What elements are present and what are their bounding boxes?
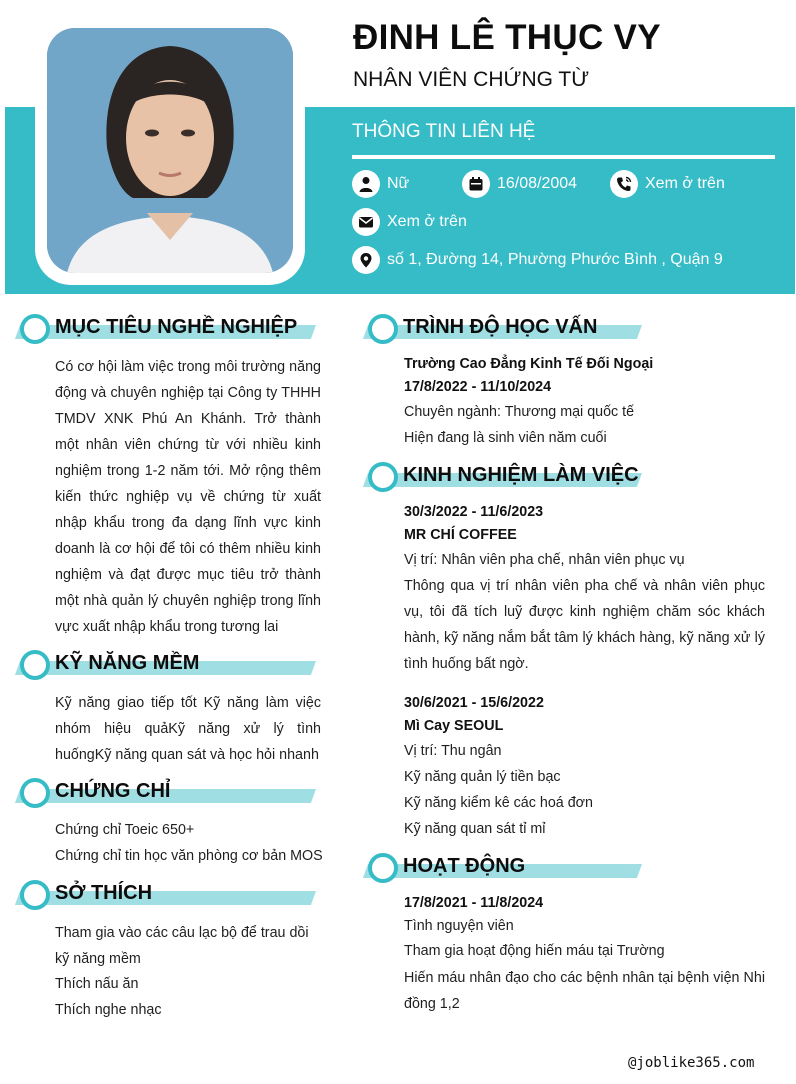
contact-gender <box>352 170 409 198</box>
profile-photo <box>47 28 293 273</box>
certificate-item: Chứng chỉ Toeic 650+ <box>55 822 195 838</box>
contact-divider <box>352 155 775 159</box>
job-duty: Kỹ năng quản lý tiền bạc <box>404 769 561 785</box>
activity-period: 17/8/2021 - 11/8/2024 <box>404 895 544 911</box>
section-ring-icon <box>368 314 398 344</box>
job-company: MR CHÍ COFFEE <box>404 527 517 543</box>
section-ring-icon <box>368 853 398 883</box>
contact-email <box>352 208 467 236</box>
section-certificates-header <box>20 778 322 808</box>
hobbies-text: Tham gia vào các câu lạc bộ để trau dồi kỹ năng mềm <box>55 925 309 967</box>
education-period: 17/8/2022 - 11/10/2024 <box>404 379 552 395</box>
section-title: SỞ THÍCH <box>55 882 153 904</box>
activity-item: Hiến máu nhân đạo cho các bệnh nhân tại bệnh viện Nhi đồng 1,2 <box>404 970 765 1012</box>
activity-item: Tham gia hoạt động hiến máu tại Trường <box>404 943 665 959</box>
envelope-icon <box>352 208 380 236</box>
section-activities-header <box>368 853 648 883</box>
job-title: NHÂN VIÊN CHỨNG TỪ <box>353 68 590 91</box>
education-major: Chuyên ngành: Thương mại quốc tế <box>404 404 635 420</box>
section-ring-icon <box>20 314 50 344</box>
section-experience-header <box>368 462 648 492</box>
section-ring-icon <box>368 462 398 492</box>
section-ring-icon <box>20 778 50 808</box>
section-title: KINH NGHIỆM LÀM VIỆC <box>403 464 639 486</box>
contact-address <box>352 246 723 274</box>
hobby-item: Thích nghe nhạc <box>55 1002 162 1018</box>
activity-role: Tình nguyện viên <box>404 918 514 934</box>
job-position: Vị trí: Thu ngân <box>404 743 502 759</box>
contact-birthday <box>462 170 577 198</box>
section-objective-header <box>20 314 322 344</box>
objective-text: Có cơ hội làm việc trong môi trường năng động và chuyên nghiệp tại Công ty THHH TMDV XNK Phú An Khánh. Trở thành một nhân viên chứng từ với nhiều kinh nghiệm trong 1-2 năm tới. Mở rộng thêm kiến thức nghiệp vụ về chứng từ xuất nhập khẩu trong đa dạng lĩnh vực kinh doanh là cơ hội để tôi có thêm nhiều kinh nghiệm và đạt được mục tiêu trở thành một nhà quản lý chuyên nghiệp trong lĩnh vực xuất nhập khẩu trong tương lai <box>55 359 321 635</box>
job-period: 30/6/2021 - 15/6/2022 <box>404 695 544 711</box>
job-duty: Kỹ năng quan sát tỉ mỉ <box>404 821 546 837</box>
certificate-item: Chứng chỉ tin học văn phòng cơ bản MOS <box>55 848 323 864</box>
section-education-header <box>368 314 648 344</box>
location-pin-icon <box>352 246 380 274</box>
section-title: CHỨNG CHỈ <box>55 780 171 802</box>
contact-heading: THÔNG TIN LIÊN HỆ <box>352 121 536 142</box>
job-description: Thông qua vị trí nhân viên pha chế và nhân viên phục vụ, tôi đã tích luỹ được kinh nghiệm chăm sóc khách hành, kỹ năng nắm bắt tâm lý khách hàng, kỹ năng xử lý tình huống bất ngờ. <box>404 578 765 672</box>
section-title: MỤC TIÊU NGHỀ NGHIỆP <box>55 316 298 338</box>
education-school: Trường Cao Đẳng Kinh Tế Đối Ngoại <box>404 356 654 372</box>
section-title: KỸ NĂNG MỀM <box>55 652 200 674</box>
email-text: Xem ở trên <box>387 213 467 230</box>
soft-skills-text: Kỹ năng giao tiếp tốt Kỹ năng làm việc nhóm hiệu quảKỹ năng xử lý tình huốngKỹ năng quan sát và học hỏi nhanh <box>55 695 321 763</box>
candidate-name: ĐINH LÊ THỤC VY <box>353 18 661 57</box>
birthday-text: 16/08/2004 <box>497 175 578 192</box>
phone-icon <box>610 170 638 198</box>
job-duty: Kỹ năng kiểm kê các hoá đơn <box>404 795 593 811</box>
contact-phone <box>610 170 725 198</box>
section-soft-skills-header <box>20 650 322 680</box>
phone-text: Xem ở trên <box>645 175 725 192</box>
section-hobbies-header <box>20 880 322 910</box>
job-company: Mì Cay SEOUL <box>404 718 504 734</box>
section-title: TRÌNH ĐỘ HỌC VẤN <box>403 316 598 338</box>
watermark: @joblike365.com <box>628 1055 755 1071</box>
address-text: số 1, Đường 14, Phường Phước Bình , Quận 9 <box>387 251 723 268</box>
gender-text: Nữ <box>387 175 410 192</box>
section-ring-icon <box>20 650 50 680</box>
job-position: Vị trí: Nhân viên pha chế, nhân viên phục vụ <box>404 552 685 568</box>
job-period: 30/3/2022 - 11/6/2023 <box>404 504 544 520</box>
hobby-item: Thích nấu ăn <box>55 976 139 992</box>
section-ring-icon <box>20 880 50 910</box>
person-icon <box>352 170 380 198</box>
section-title: HOẠT ĐỘNG <box>403 855 526 877</box>
education-status: Hiện đang là sinh viên năm cuối <box>404 430 607 446</box>
calendar-icon <box>462 170 490 198</box>
